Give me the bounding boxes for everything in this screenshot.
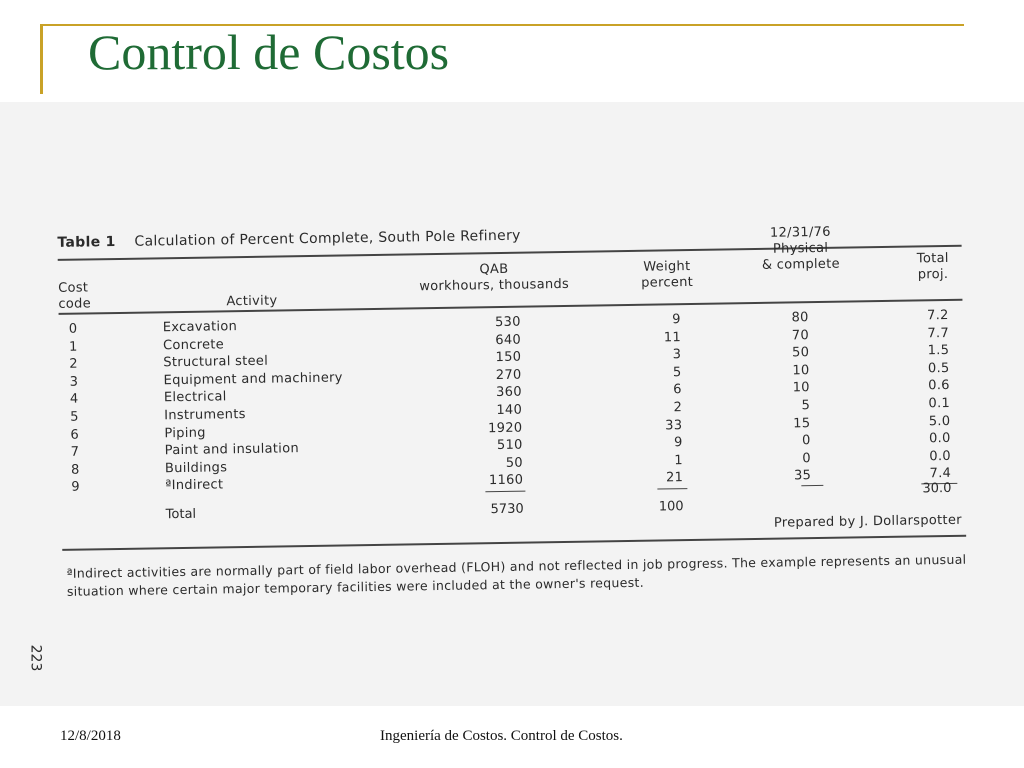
page-number: 223 (27, 644, 44, 672)
header-cost-code: Cost code (58, 280, 92, 312)
cell-physical: 0 (801, 433, 811, 449)
cell-code: 7 (70, 444, 80, 460)
cell-weight: 6 (673, 382, 682, 398)
cell-qab: 510 (496, 437, 523, 454)
cell-qab: 270 (495, 367, 522, 383)
cell-weight: 9 (672, 312, 681, 328)
cell-qab: 360 (496, 385, 522, 401)
cell-activity: Equipment and machinery (163, 370, 343, 389)
cell-activity: Piping (164, 425, 206, 441)
cell-weight: 9 (673, 435, 683, 451)
footer-text: Ingeniería de Costos. Control de Costos. (380, 728, 623, 744)
cell-physical: 70 (791, 327, 810, 344)
cell-total: 5.0 (928, 413, 951, 429)
cell-code: 3 (69, 374, 79, 390)
cell-activity: Paint and insulation (164, 441, 300, 459)
cell-activity: Buildings (164, 460, 228, 477)
cell-physical: 10 (792, 380, 810, 396)
cell-code: 1 (68, 339, 78, 355)
cell-physical: 15 (793, 415, 811, 431)
cell-activity: ªIndirect (165, 477, 224, 494)
cell-total: 0.0 (928, 431, 951, 447)
table-caption (57, 228, 520, 251)
cell-physical: 35 (793, 468, 812, 484)
cell-activity: Concrete (162, 336, 225, 353)
cell-qab: 140 (496, 402, 523, 419)
cell-total: 0.5 (927, 360, 950, 377)
title-accent-vertical (40, 24, 43, 94)
cell-total: 0.0 (929, 448, 952, 465)
total-qab: 5730 (490, 501, 524, 518)
cell-weight: 3 (672, 347, 682, 363)
total-label: Total (165, 506, 197, 523)
slide-title: Control de Costos (88, 24, 450, 80)
cell-activity: Excavation (162, 319, 238, 336)
cell-physical: 80 (791, 310, 809, 326)
cell-code: 9 (71, 479, 80, 496)
prepared-by: Prepared by J. Dollarspotter (773, 512, 962, 531)
table-bottom-rule (62, 535, 966, 551)
cell-code: 0 (68, 321, 78, 337)
cell-physical: 5 (801, 398, 811, 414)
cell-qab: 50 (505, 455, 524, 471)
cell-qab: 530 (494, 314, 521, 331)
cell-total: 7.7 (927, 325, 950, 341)
cell-weight: 2 (673, 400, 683, 416)
cell-total: 7.4 (929, 466, 952, 482)
header-total-proj: Total proj. (916, 250, 949, 283)
cell-qab: 150 (495, 349, 522, 366)
cell-code: 5 (70, 409, 79, 425)
cell-weight: 33 (665, 417, 683, 433)
cell-code: 6 (70, 427, 80, 443)
cell-weight: 11 (663, 329, 682, 346)
cell-code: 8 (70, 462, 80, 478)
cell-code: 4 (69, 391, 79, 408)
table-title: Calculation of Percent Complete, South Pole Refinery (134, 227, 521, 250)
cell-physical: 10 (792, 362, 810, 379)
header-qab: QAB workhours, thousands (419, 261, 570, 295)
table-number: Table 1 (57, 234, 116, 251)
cell-activity: Instruments (164, 406, 246, 424)
total-weight: 100 (658, 499, 684, 515)
footer-date: 12/8/2018 (60, 728, 121, 744)
cell-total: 0.6 (928, 378, 950, 394)
header-activity: Activity (226, 293, 278, 310)
cell-total: 0.1 (928, 395, 951, 412)
header-weight: Weight percent (641, 258, 694, 291)
cell-weight: 1 (674, 452, 684, 469)
scanned-table-image (0, 102, 1024, 706)
cell-activity: Electrical (163, 389, 227, 406)
sum-rule-weight (657, 488, 687, 489)
cell-total: 1.5 (927, 343, 950, 359)
cell-weight: 5 (672, 364, 682, 381)
sum-rule-qab (485, 491, 525, 493)
cell-qab: 1160 (488, 472, 524, 489)
header-physical-complete: 12/31/76 Physical & complete (761, 224, 840, 273)
table-footnote: ªIndirect activities are normally part of field labor overhead (FLOH) and not reflected in job progress. The example represents an unusual situation where certain major temporary facilities were included at the owner's request. (66, 551, 967, 599)
cell-activity: Structural steel (163, 353, 269, 371)
cell-qab: 640 (495, 332, 522, 348)
cell-total: 7.2 (927, 307, 949, 324)
scanned-page (0, 102, 1024, 706)
total-proj: 30.0 (922, 480, 952, 497)
cell-physical: 0 (802, 450, 812, 467)
cell-physical: 50 (791, 345, 810, 361)
cell-code: 2 (69, 356, 79, 372)
cell-qab: 1920 (487, 420, 523, 436)
table-body (59, 307, 972, 497)
cell-weight: 21 (665, 470, 684, 486)
